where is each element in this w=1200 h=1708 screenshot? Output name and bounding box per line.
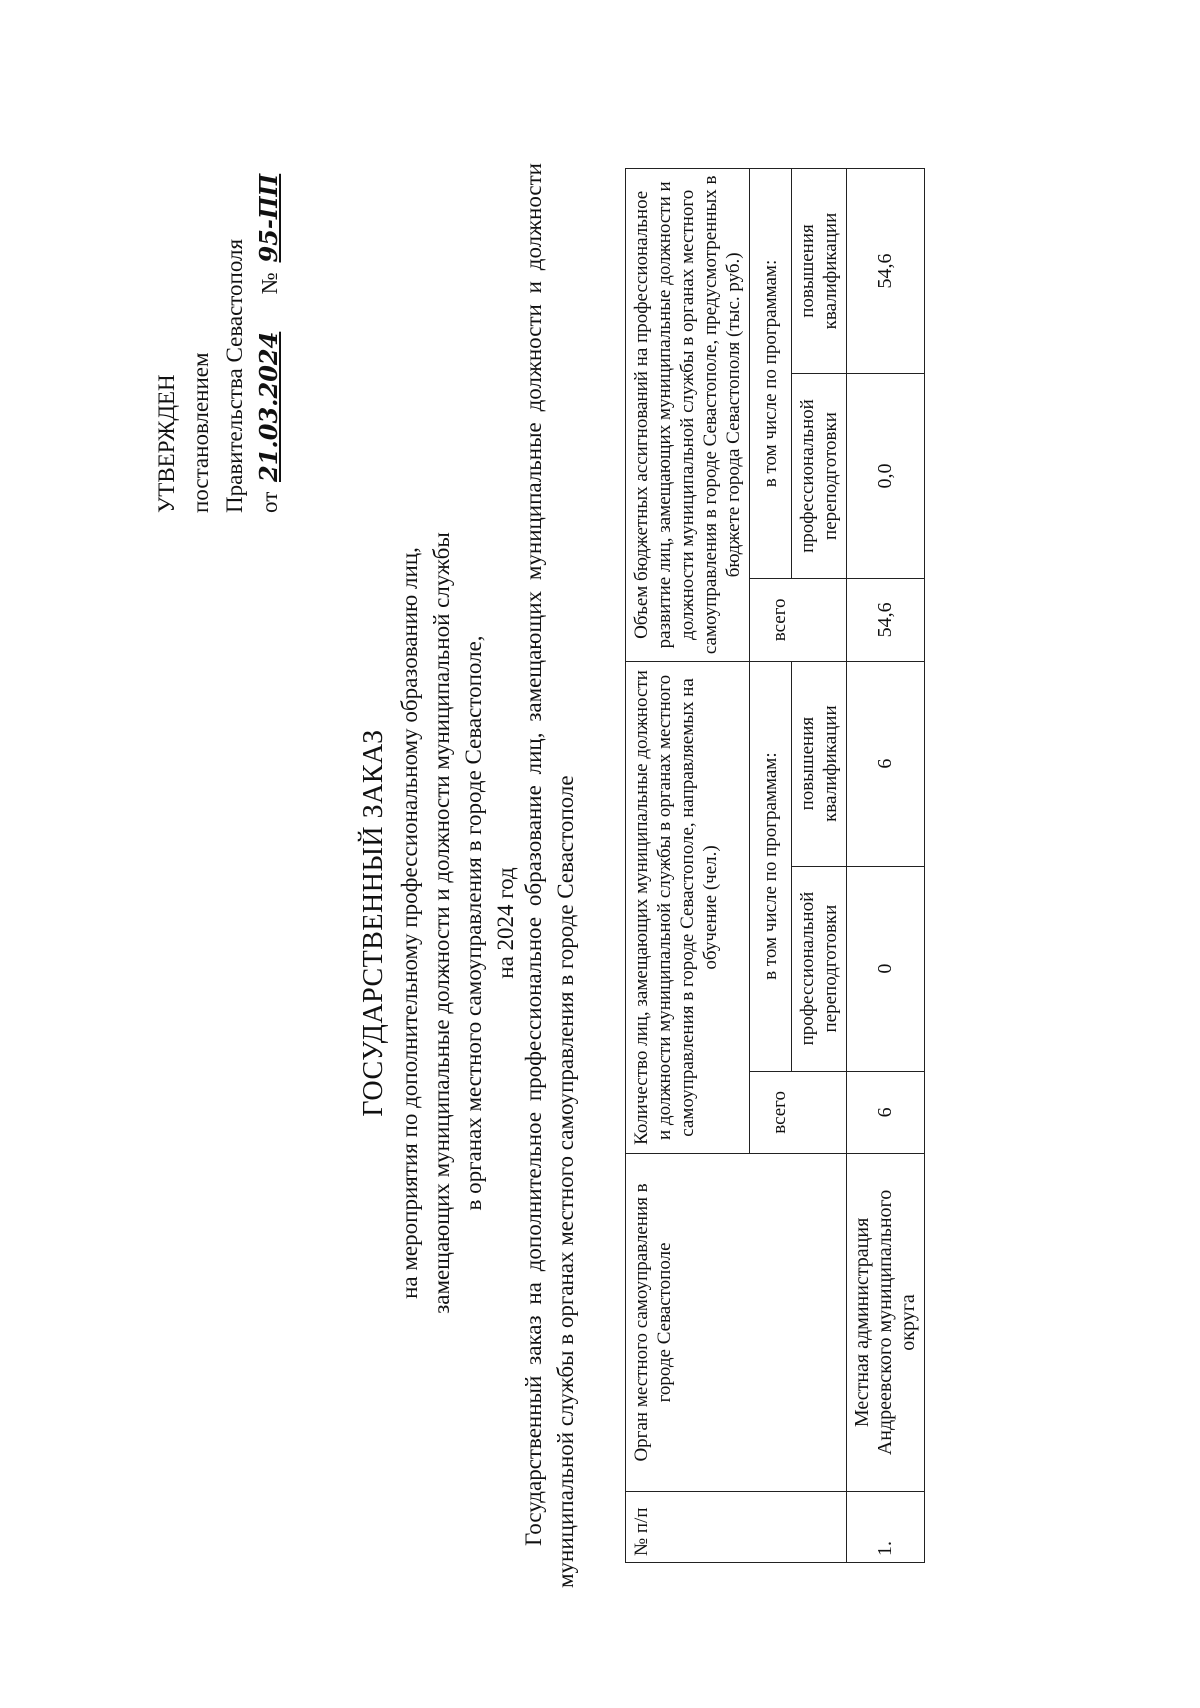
row-budget-total: 54,6 [847,579,925,662]
date-prefix: от [257,491,282,513]
approval-line3: Правительства Севастополя [222,238,247,513]
approval-stamp [150,170,287,513]
row-org: Местная администрация Андреевского муниципального округа [847,1154,925,1491]
handwritten-date: 21.03.2024 [254,331,283,482]
row-num: 1. [847,1491,925,1562]
approval-date-line [252,170,287,513]
header-row-1 [626,169,750,1563]
header-budget-qualification: повышения квалификации [792,169,847,374]
preamble-text: Государственный заказ на дополнительное профессиональное образование лиц, замещающих муниципальные должности и должности муниципальной службы в органах местного самоуправления в городе Севастополе [521,163,578,1588]
header-budget-including: в том числе по программам: [750,169,792,579]
header-budget-total: всего [750,579,847,662]
order-table [625,168,925,1563]
header-count-including: в том числе по программам: [750,661,792,1071]
main-title: ГОСУДАРСТВЕННЫЙ ЗАКАЗ [358,729,389,1117]
title-line3: в органах местного самоуправления в городе Севастополе, [461,635,486,1211]
handwritten-number: 95-ПП [254,173,283,263]
row-budget-qualification: 54,6 [847,169,925,374]
approval-line1: УТВЕРЖДЕН [154,374,179,513]
header-budget-retraining: профессиональной переподготовки [792,374,847,579]
row-count-total: 6 [847,1071,925,1154]
header-count-total: всего [750,1071,847,1154]
header-budget-group: Объем бюджетных ассигнований на профессиональное развитие лиц, замещающих муниципальные должности и должности муниципальной службы в органах местного самоуправления в городе Севастополе, предусмотренных в бюджете города Севастополя (тыс. руб.) [626,169,750,662]
row-budget-retraining: 0,0 [847,374,925,579]
table-row [847,169,925,1563]
row-count-qualification: 6 [847,661,925,866]
header-num: № п/п [626,1491,847,1562]
approval-line2: постановлением [188,352,213,513]
header-count-group: Количество лиц, замещающих муниципальные должности и должности муниципальной службы в органах местного самоуправления в городе Севастополе, направляемых на обучение (чел.) [626,661,750,1154]
header-count-retraining: профессиональной переподготовки [792,866,847,1071]
header-org: Орган местного самоуправления в городе Севастополе [626,1154,847,1491]
document-title [358,258,522,1588]
row-count-retraining: 0 [847,866,925,1071]
title-line2: замещающих муниципальные должности и должности муниципальной службы [429,532,454,1314]
title-line4: на 2024 год [493,867,518,979]
title-line1: на мероприятия по дополнительному профессиональному образованию лиц, [397,547,422,1299]
header-count-qualification: повышения квалификации [792,661,847,866]
number-prefix: № [257,272,282,295]
